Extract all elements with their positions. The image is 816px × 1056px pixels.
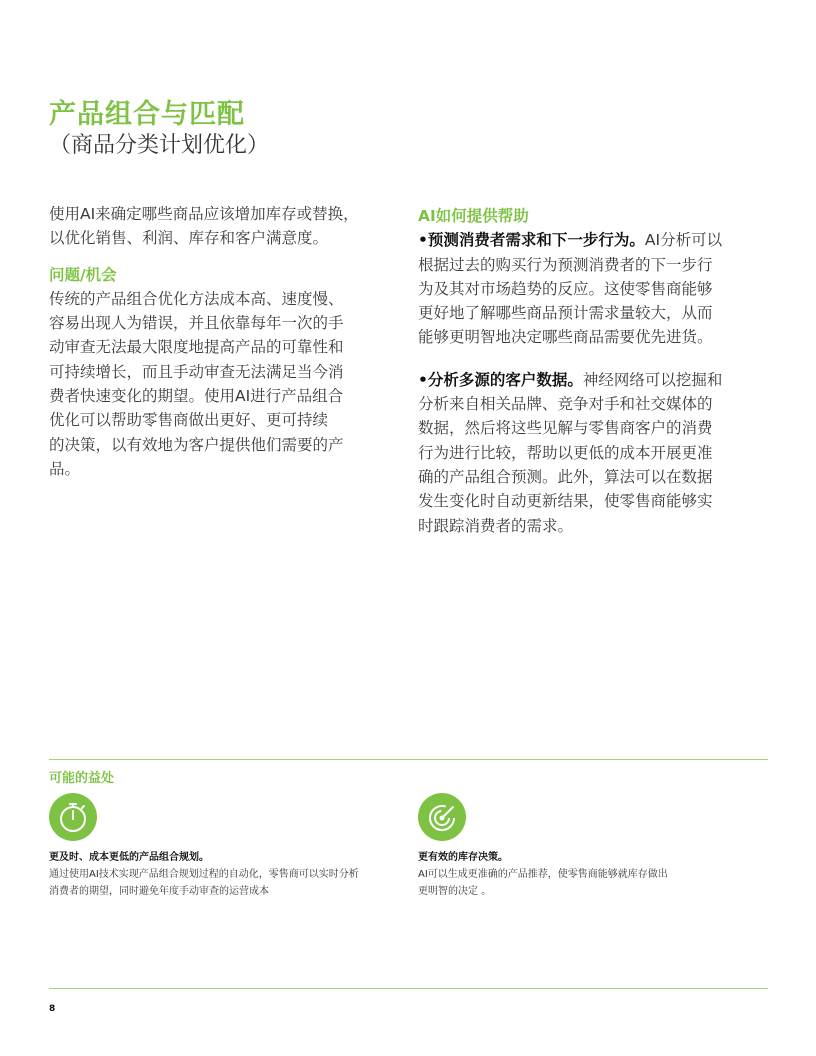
issue-line: 优化可以帮助零售商做出更好、更可持续 — [49, 411, 329, 430]
bullet-line: 行为进行比较，帮助以更低的成本开展更准 — [418, 443, 713, 462]
bullet-line: 数据，然后将这些见解与零售商客户的消费 — [418, 419, 713, 438]
issue-line: 品。 — [49, 459, 81, 478]
bullet-title: •分析多源的客户数据。 — [418, 370, 583, 389]
issue-line: 容易出现人为错误，并且依靠每年一次的手 — [49, 314, 344, 333]
right-column — [418, 204, 770, 538]
benefit-title: 更及时、成本更低的产品组合规划。 — [49, 852, 209, 863]
bullet-line: 更好地了解哪些商品预计需求量较大，从而 — [418, 304, 713, 323]
benefit-line: 通过使用AI技术实现产品组合规划过程的自动化，零售商可以实时分析 — [49, 869, 359, 880]
intro-line: 使用AI来确定哪些商品应该增加库存或替换， — [49, 205, 359, 223]
benefit-item — [49, 849, 409, 900]
bullet-predict — [418, 228, 770, 252]
issue-line: 的决策，以有效地为客户提供他们需要的产 — [49, 435, 344, 454]
divider-bottom — [49, 988, 768, 989]
benefit-item — [418, 849, 778, 900]
bullet-line: 为及其对市场趋势的反应。这使零售商能够 — [418, 279, 713, 298]
benefits-heading: 可能的益处 — [49, 771, 115, 786]
bullet-text: 神经网络可以挖掘和 — [582, 370, 723, 389]
benefit-line: AI可以生成更准确的产品推荐，使零售商能够就库存做出 — [418, 869, 668, 880]
bullet-line: 确的产品组合预测。此外，算法可以在数据 — [418, 467, 713, 486]
page-subtitle: （商品分类计划优化） — [49, 133, 270, 158]
benefit-line: 消费者的期望，同时避免年度手动审查的运营成本 — [49, 886, 269, 897]
stopwatch-icon — [49, 793, 97, 841]
bullet-line: 发生变化时自动更新结果，使零售商能够实 — [418, 492, 713, 511]
page-number: 8 — [49, 1004, 56, 1014]
divider-top — [49, 759, 768, 760]
bullet-analyze — [418, 368, 770, 392]
left-column — [49, 202, 395, 481]
intro-line: 以优化销售、利润、库存和客户满意度。 — [49, 229, 329, 248]
bullet-line: 分析来自相关品牌、竞争对手和社交媒体的 — [418, 395, 713, 414]
benefit-line: 更明智的决定 。 — [418, 886, 492, 897]
issue-line: 可持续增长，而且手动审查无法满足当今消 — [49, 362, 344, 381]
page-title: 产品组合与匹配 — [49, 99, 245, 130]
bullet-line: 时跟踪消费者的需求。 — [418, 516, 574, 535]
ai-help-heading: AI如何提供帮助 — [418, 207, 529, 225]
issue-line: 传统的产品组合优化方法成本高、速度慢、 — [49, 289, 344, 308]
bullet-line: 根据过去的购买行为预测消费者的下一步行 — [418, 255, 713, 274]
bullet-text: AI分析可以 — [644, 231, 723, 250]
benefit-title: 更有效的库存决策。 — [418, 852, 508, 863]
bullet-title: •预测消费者需求和下一步行为。 — [418, 231, 645, 250]
bullet-line: 能够更明智地决定哪些商品需要优先进货。 — [418, 328, 713, 347]
issue-heading: 问题/机会 — [49, 265, 117, 284]
target-icon — [418, 793, 466, 841]
issue-line: 费者快速变化的期望。使用AI进行产品组合 — [49, 387, 344, 406]
issue-line: 动审查无法最大限度地提高产品的可靠性和 — [49, 338, 344, 357]
